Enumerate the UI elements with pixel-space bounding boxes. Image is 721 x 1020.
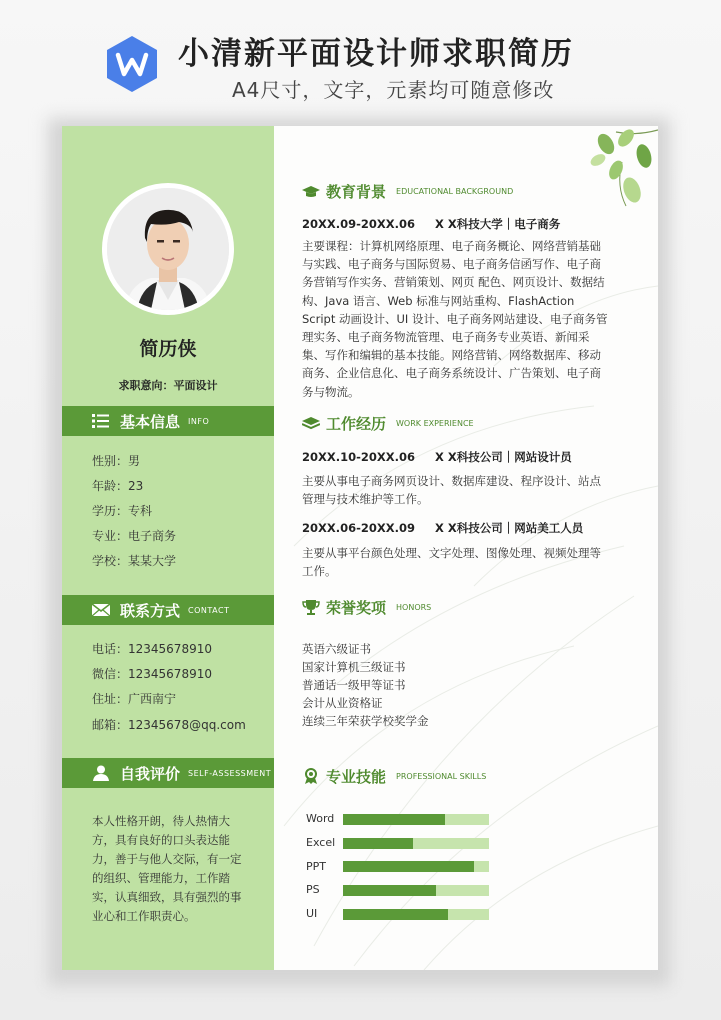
skill-fill: [343, 861, 474, 872]
self-assessment-text: 本人性格开朗，待人热情大方，具有良好的口头表达能力，善于与他人交际，有一定的组织、管理能力，工作踏实，认真细致，具有强烈的事业心和工作职责心。: [92, 814, 242, 923]
info-education: 学历：专科: [92, 504, 153, 518]
work-company: X X科技公司｜网站美工人员: [435, 521, 584, 535]
honor-item: 国家计算机三级证书: [302, 660, 406, 674]
job-intent: 求职意向：平面设计: [118, 379, 218, 392]
skill-fill: [343, 814, 445, 825]
section-basic-info-header: [62, 406, 274, 436]
section-education-header: [302, 180, 513, 202]
avatar: [102, 183, 234, 315]
contact-phone: 电话：12345678910: [92, 642, 212, 656]
work-period: 20XX.06-20XX.09: [302, 521, 415, 535]
section-title: 教育背景: [326, 182, 387, 201]
list-icon: [92, 413, 110, 429]
award-icon: [302, 768, 320, 784]
envelope-icon: [92, 602, 110, 618]
contact-wechat: 微信：12345678910: [92, 667, 212, 681]
contact-address: 住址：广西南宁: [92, 692, 177, 706]
education-courses: 主要课程：计算机网络原理、电子商务概论、网络营销基础与实践、电子商务与国际贸易、电子商务信函写作、电子商务营销写作实务、营销策划、网页 配色、网页设计、数据结构、Java 语言、Web 标准与网站重构、FlashAction Script 动画设计、UI 设计、电子商务网站建设、电子商务管理实务、电子商务物流管理、电子商务专业英语、新闻采集、写作和编辑的基本技能。网络营销、网络数据库、移动商务、企业信息化、电子商务系统设计、广告策划、电子商务与物流。: [302, 239, 608, 399]
info-major: 专业：电子商务: [92, 529, 177, 543]
skill-bar-excel: [343, 838, 489, 849]
section-title: 工作经历: [326, 414, 387, 433]
wps-logo-icon: [104, 34, 160, 94]
education-school: X X科技大学｜电子商务: [435, 217, 561, 231]
main-content: [274, 126, 658, 970]
skill-fill: [343, 909, 448, 920]
skill-label-word: Word: [306, 812, 335, 825]
work-entry-header: [302, 449, 572, 465]
info-gender: 性别：男: [92, 454, 141, 468]
skill-label-excel: Excel: [306, 836, 336, 849]
profile-name: 简历侠: [139, 338, 197, 360]
section-title: 专业技能: [326, 767, 387, 786]
work-entry-header: [302, 520, 583, 536]
honor-item: 普通话一级甲等证书: [302, 678, 406, 692]
section-title: 联系方式: [120, 601, 181, 620]
stack-icon: [302, 415, 320, 431]
education-period: 20XX.09-20XX.06: [302, 217, 415, 231]
skill-bar-word: [343, 814, 489, 825]
banner-title: 小清新平面设计师求职简历: [178, 36, 574, 72]
skill-label-ui: UI: [306, 907, 318, 920]
section-title-en: EDUCATIONAL BACKGROUND: [396, 186, 514, 196]
skill-fill: [343, 885, 436, 896]
section-title-en: CONTACT: [188, 605, 230, 615]
section-title-en: INFO: [188, 416, 210, 426]
person-icon: [92, 765, 110, 781]
work-description: 主要从事平台颜色处理、文字处理、图像处理、视频处理等工作。: [302, 546, 601, 579]
sidebar: [62, 126, 274, 970]
work-period: 20XX.10-20XX.06: [302, 450, 415, 464]
section-title: 荣誉奖项: [326, 598, 387, 617]
honor-item: 会计从业资格证: [302, 696, 383, 710]
skill-label-ppt: PPT: [306, 860, 326, 873]
section-title: 自我评价: [120, 764, 181, 783]
section-title-en: WORK EXPERIENCE: [396, 418, 474, 428]
section-title-en: SELF-ASSESSMENT: [188, 768, 272, 778]
banner-subtitle: A4尺寸，文字，元素均可随意修改: [232, 78, 555, 102]
honor-item: 连续三年荣获学校奖学金: [302, 714, 429, 728]
section-skills-header: [302, 765, 486, 787]
section-title: 基本信息: [120, 412, 181, 431]
skill-bar-ps: [343, 885, 489, 896]
section-title-en: PROFESSIONAL SKILLS: [396, 771, 487, 781]
education-entry-header: [302, 216, 560, 232]
resume-page: [62, 126, 658, 970]
info-age: 年龄：23: [92, 479, 144, 493]
honor-item: 英语六级证书: [302, 642, 371, 656]
leaves-decoration-icon: [586, 126, 658, 218]
section-honors-header: [302, 596, 431, 618]
skill-bar-ui: [343, 909, 489, 920]
section-work-header: [302, 412, 474, 434]
info-school: 学校：某某大学: [92, 554, 177, 568]
section-contact-header: [62, 595, 274, 625]
work-description: 主要从事电子商务网页设计、数据库建设、程序设计、站点管理与技术维护等工作。: [302, 474, 601, 507]
graduation-cap-icon: [302, 183, 320, 199]
skill-bar-ppt: [343, 861, 489, 872]
contact-email: 邮箱：12345678@qq.com: [92, 718, 246, 732]
trophy-icon: [302, 599, 320, 615]
section-self-header: [62, 758, 274, 788]
skill-fill: [343, 838, 413, 849]
banner: [0, 0, 721, 118]
person-portrait-icon: [107, 188, 229, 310]
section-title-en: HONORS: [396, 602, 432, 612]
work-company: X X科技公司｜网站设计员: [435, 450, 572, 464]
skill-label-ps: PS: [306, 883, 320, 896]
avatar-photo: [107, 188, 229, 310]
